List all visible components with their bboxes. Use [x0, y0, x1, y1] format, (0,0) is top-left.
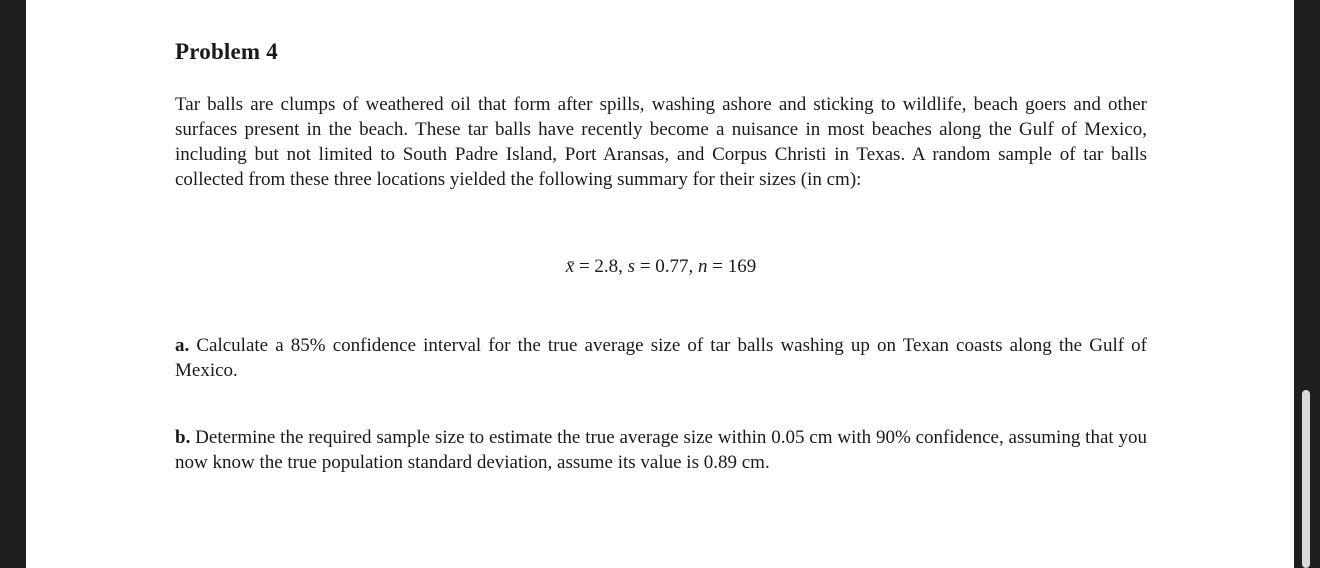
sample-mean-symbol: x̄ [565, 256, 575, 277]
summary-statistics-formula [175, 254, 1147, 279]
scrollbar-thumb[interactable] [1302, 390, 1310, 568]
part-a-question [175, 333, 1147, 383]
problem-title: Problem 4 [175, 39, 278, 64]
sample-sd-value: = 0.77, [635, 256, 699, 277]
sample-size-value: = 169 [707, 256, 757, 277]
document-page [26, 0, 1294, 568]
sample-size-symbol: n [698, 256, 708, 277]
problem-intro-paragraph: Tar balls are clumps of weathered oil that form after spills, washing ashore and sticking to wildlife, beach goers and other surfaces present in the beach. These tar balls have recently become a nuisance in most beaches along the Gulf of Mexico, including but not limited to South Padre Island, Port Aransas, and Corpus Christi in Texas. A random sample of tar balls collected from these three locations yielded the following summary for their sizes (in cm): [175, 94, 1147, 190]
sample-mean-value: = 2.8, [574, 256, 628, 277]
part-b-question [175, 425, 1147, 475]
part-b-label: b. [175, 427, 191, 448]
sample-sd-symbol: s [627, 256, 636, 277]
page-content [175, 36, 1147, 473]
vertical-scrollbar[interactable] [1294, 0, 1320, 568]
part-a-label: a. [175, 335, 190, 356]
part-a-text: Calculate a 85% confidence interval for the true average size of tar balls washing up on Texan coasts along the Gulf of Mexico. [175, 335, 1147, 381]
part-b-text: Determine the required sample size to estimate the true average size within 0.05 cm with 90% confidence, assuming that you now know the true population standard deviation, assume its value is 0.89 cm. [175, 427, 1147, 473]
